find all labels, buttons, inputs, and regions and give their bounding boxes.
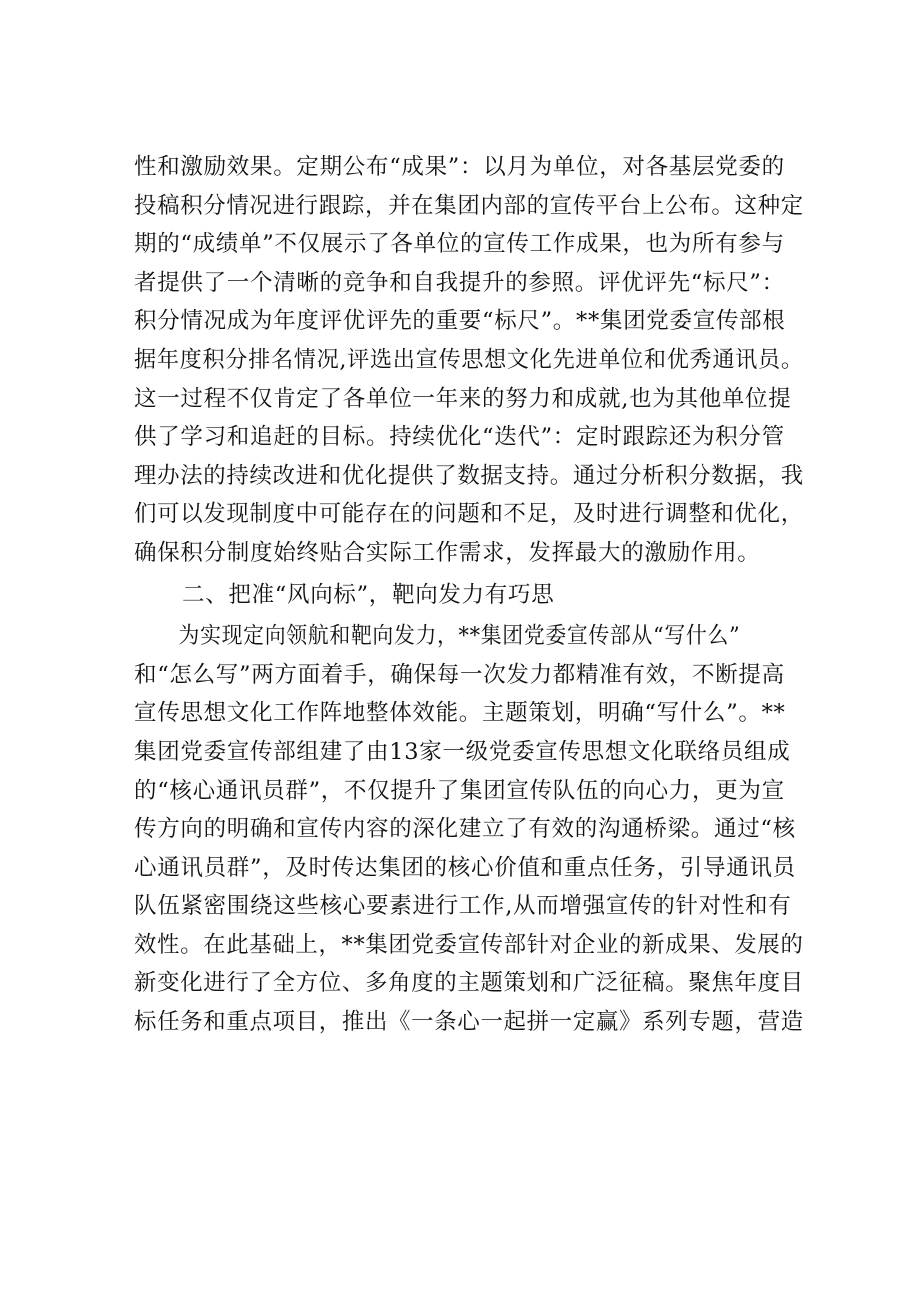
text-line: 集团党委宣传部组建了由13家一级党委宣传思想文化联络员组成 (134, 738, 791, 765)
text-line: 效性。在此基础上，**集团党委宣传部针对企业的新成果、发展的 (134, 931, 804, 958)
text-line: 据年度积分排名情况,评选出宣传思想文化先进单位和优秀通讯员。 (134, 346, 804, 373)
text-line: 宣传思想文化工作阵地整体效能。主题策划，明确“写什么”。** (134, 700, 786, 727)
text-line: 期的“成绩单”不仅展示了各单位的宣传工作成果，也为所有参与 (134, 231, 785, 258)
text-line: 确保积分制度始终贴合实际工作需求，发挥最大的激励作用。 (134, 539, 761, 566)
text-line: 供了学习和追赶的目标。持续优化“迭代”：定时跟踪还为积分管 (134, 424, 785, 451)
text-line: 为实现定向领航和靶向发力，**集团党委宣传部从“写什么” (178, 623, 741, 650)
document-body (134, 148, 804, 1042)
text-line: 投稿积分情况进行跟踪，并在集团内部的宣传平台上公布。这种定 (134, 192, 804, 219)
paragraph-incentive-tracking (134, 148, 804, 573)
paragraph-topic-planning (134, 617, 804, 1042)
text-line: 传方向的明确和宣传内容的深化建立了有效的沟通桥梁。通过“核 (134, 816, 796, 843)
text-line: 们可以发现制度中可能存在的问题和不足，及时进行调整和优化， (134, 501, 804, 528)
text-line: 这一过程不仅肯定了各单位一年来的努力和成就,也为其他单位提 (134, 385, 792, 412)
text-line: 的“核心通讯员群”，不仅提升了集团宣传队伍的向心力，更为宣 (134, 777, 785, 804)
text-line: 理办法的持续改进和优化提供了数据支持。通过分析积分数据，我 (134, 462, 804, 489)
text-line: 新变化进行了全方位、多角度的主题策划和广泛征稿。聚焦年度目 (134, 970, 804, 997)
text-line: 和“怎么写”两方面着手，确保每一次发力都精准有效，不断提高 (134, 661, 785, 688)
text-line: 心通讯员群”，及时传达集团的核心价值和重点任务，引导通讯员 (134, 854, 796, 881)
text-line: 积分情况成为年度评优评先的重要“标尺”。**集团党委宣传部根 (134, 308, 786, 335)
text-line: 性和激励效果。定期公布“成果”：以月为单位，对各基层党委的 (134, 154, 785, 180)
section-heading-text: 二、把准“风向标”，靶向发力有巧思 (182, 581, 555, 608)
section-heading (134, 576, 804, 615)
text-line: 标任务和重点项目，推出《一条心一起拼一定赢》系列专题，营造 (134, 1009, 804, 1036)
text-line: 者提供了一个清晰的竞争和自我提升的参照。评优评先“标尺”： (134, 269, 785, 296)
text-line: 队伍紧密围绕这些核心要素进行工作,从而增强宣传的针对性和有 (134, 893, 792, 920)
